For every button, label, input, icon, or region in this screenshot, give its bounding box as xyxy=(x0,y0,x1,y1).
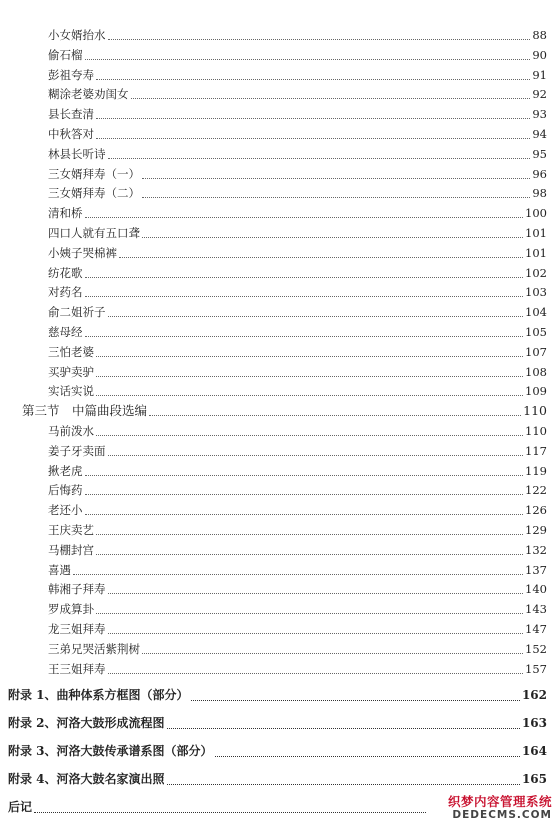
toc-entry-page: 152 xyxy=(525,641,547,656)
toc-entry-title: 糊涂老婆劝闺女 xyxy=(48,87,129,102)
toc-entry-page: 93 xyxy=(532,107,547,122)
toc-entry-title: 老还小 xyxy=(48,503,83,518)
toc-entry-page: 92 xyxy=(532,87,547,102)
toc-entry-title: 慈母经 xyxy=(48,325,83,339)
dot-leader xyxy=(73,573,523,575)
toc-entry-title: 中秋答对 xyxy=(48,127,94,141)
toc-entry-title: 小女婿抬水 xyxy=(48,28,106,42)
dot-leader xyxy=(215,755,520,757)
toc-entry-title: 买驴卖驴 xyxy=(48,364,94,379)
dot-leader xyxy=(108,157,531,159)
dot-leader xyxy=(96,78,530,80)
dot-leader xyxy=(142,177,530,179)
toc-entry[interactable] xyxy=(48,105,547,123)
dedecms-watermark xyxy=(432,794,552,826)
toc-appendix-entry[interactable] xyxy=(8,797,428,817)
dot-leader xyxy=(85,216,524,218)
toc-entry-title: 王三姐拜寿 xyxy=(48,661,106,676)
toc-entry-title: 罗成算卦 xyxy=(48,602,94,617)
toc-entry-page: 165 xyxy=(521,772,547,786)
toc-entry-title: 马棚封宫 xyxy=(48,542,94,557)
toc-entry-title: 三女婿拜寿（二） xyxy=(48,186,140,201)
dot-leader xyxy=(96,117,530,119)
toc-entry-title: 县长查清 xyxy=(48,107,94,122)
dot-leader xyxy=(167,727,520,729)
toc-entry-title: 揪老虎 xyxy=(48,463,83,478)
toc-entry-page: 103 xyxy=(525,285,547,300)
dot-leader xyxy=(85,335,524,337)
dot-leader xyxy=(34,811,426,813)
toc-entry[interactable] xyxy=(48,462,547,480)
toc-entry-page: 119 xyxy=(525,463,547,478)
toc-entry-title: 纺花歌 xyxy=(48,265,83,280)
dot-leader xyxy=(142,652,523,654)
dot-leader xyxy=(108,315,524,317)
toc-entry[interactable] xyxy=(48,165,547,183)
toc-entry-page: 94 xyxy=(532,127,547,141)
toc-section-heading[interactable] xyxy=(22,402,547,420)
toc-entry[interactable] xyxy=(48,46,547,64)
dot-leader xyxy=(96,553,523,555)
toc-entry-page: 108 xyxy=(525,364,547,379)
toc-entry-page: 95 xyxy=(532,146,547,161)
toc-entry-page: 143 xyxy=(525,602,547,617)
toc-entry-title: 俞二姐祈子 xyxy=(48,305,106,320)
toc-entry[interactable] xyxy=(48,382,547,400)
dot-leader xyxy=(119,256,523,258)
toc-entry-page: 98 xyxy=(532,186,547,201)
toc-entry[interactable] xyxy=(48,125,547,143)
toc-entry-title: 三弟兄哭活紫荆树 xyxy=(48,641,140,656)
toc-entry-page: 90 xyxy=(532,47,547,62)
toc-entry[interactable] xyxy=(48,541,547,559)
toc-entry-title: 第三节 中篇曲段选编 xyxy=(22,403,148,419)
dot-leader xyxy=(96,137,530,139)
toc-entry[interactable] xyxy=(48,264,547,282)
dot-leader xyxy=(85,58,531,60)
dot-leader xyxy=(191,699,520,701)
toc-entry[interactable] xyxy=(48,561,547,579)
toc-entry-title: 附录 2、河洛大鼓形成流程图 xyxy=(8,716,165,730)
toc-entry-title: 王庆卖艺 xyxy=(48,523,94,537)
toc-entry[interactable] xyxy=(48,442,547,460)
dot-leader xyxy=(96,434,523,436)
toc-entry[interactable] xyxy=(48,481,547,499)
toc-entry-title: 林县长听诗 xyxy=(48,146,106,161)
toc-entry-page: 137 xyxy=(525,562,547,577)
toc-entry[interactable] xyxy=(48,600,547,618)
dot-leader xyxy=(85,295,524,297)
toc-entry-page: 91 xyxy=(532,67,547,82)
toc-entry-page: 117 xyxy=(525,443,547,458)
dot-leader xyxy=(96,394,523,396)
toc-entry-page: 122 xyxy=(525,483,547,498)
toc-entry[interactable] xyxy=(48,85,547,103)
toc-entry-page: 164 xyxy=(521,744,547,758)
toc-entry-title: 姜子牙卖面 xyxy=(48,443,106,458)
toc-entry-page: 132 xyxy=(525,542,547,557)
toc-entry-title: 喜遇 xyxy=(48,562,71,577)
toc-entry-title: 彭祖夸寿 xyxy=(48,67,94,82)
toc-entry[interactable] xyxy=(48,145,547,163)
toc-entry-page: 162 xyxy=(521,688,547,702)
toc-entry-title: 四口人就有五口聋 xyxy=(48,226,140,240)
dot-leader xyxy=(85,276,524,278)
toc-entry-title: 韩湘子拜寿 xyxy=(48,582,106,597)
dot-leader xyxy=(96,533,523,535)
toc-entry[interactable] xyxy=(48,26,547,44)
toc-entry[interactable] xyxy=(48,343,547,361)
toc-entry[interactable] xyxy=(48,283,547,301)
dot-leader xyxy=(85,513,524,515)
toc-entry-page: 129 xyxy=(525,523,547,537)
toc-entry[interactable] xyxy=(48,640,547,658)
toc-entry-title: 实话实说 xyxy=(48,384,94,399)
dot-leader xyxy=(131,97,531,99)
toc-entry-title: 清和桥 xyxy=(48,206,83,221)
toc-entry-page: 102 xyxy=(525,265,547,280)
dot-leader xyxy=(108,632,524,634)
toc-appendix-entry[interactable] xyxy=(8,713,547,733)
toc-entry[interactable] xyxy=(48,303,547,321)
watermark-main: 织梦内容管理系统 xyxy=(447,794,552,809)
dot-leader xyxy=(108,672,524,674)
toc-entry[interactable] xyxy=(48,323,547,341)
toc-entry-page: 140 xyxy=(525,582,547,597)
dot-leader xyxy=(142,236,523,238)
toc-entry[interactable] xyxy=(48,422,547,440)
toc-appendix-entry[interactable] xyxy=(8,685,547,705)
dot-leader xyxy=(96,375,523,377)
toc-entry[interactable] xyxy=(48,204,547,222)
toc-entry[interactable] xyxy=(48,620,547,638)
toc-entry-title: 后悔药 xyxy=(48,483,83,498)
toc-entry[interactable] xyxy=(48,363,547,381)
dot-leader xyxy=(85,474,524,476)
dot-leader xyxy=(85,493,524,495)
toc-entry-title: 后记 xyxy=(8,800,33,814)
toc-entry-page: 109 xyxy=(525,384,547,399)
toc-entry-page: 101 xyxy=(525,226,547,240)
toc-entry-page: 88 xyxy=(532,28,547,42)
toc-entry-page: 126 xyxy=(525,503,547,518)
toc-entry[interactable] xyxy=(48,224,547,242)
toc-entry-title: 小姨子哭棉裤 xyxy=(48,245,117,260)
dot-leader xyxy=(149,414,521,416)
toc-entry-page: 110 xyxy=(525,424,547,438)
toc-entry-page: 96 xyxy=(532,166,547,181)
toc-appendix-entry[interactable] xyxy=(8,769,547,789)
dot-leader xyxy=(108,592,524,594)
dot-leader xyxy=(96,612,523,614)
toc-entry-title: 马前泼水 xyxy=(48,424,94,438)
toc-entry-page: 101 xyxy=(525,245,547,260)
dot-leader xyxy=(96,355,523,357)
toc-entry-page: 110 xyxy=(523,403,547,419)
toc-entry-page: 100 xyxy=(525,206,547,221)
toc-appendix-entry[interactable] xyxy=(8,741,547,761)
toc-entry-title: 三怕老婆 xyxy=(48,344,94,359)
toc-entry-title: 附录 3、河洛大鼓传承谱系图（部分） xyxy=(8,744,213,758)
toc-entry[interactable] xyxy=(48,184,547,202)
toc-entry-title: 附录 4、河洛大鼓名家演出照 xyxy=(8,772,165,786)
toc-entry-title: 三女婿拜寿（一） xyxy=(48,166,140,181)
toc-entry[interactable] xyxy=(48,501,547,519)
toc-entry[interactable] xyxy=(48,521,547,539)
dot-leader xyxy=(142,196,530,198)
toc-entry-page: 107 xyxy=(525,344,547,359)
toc-entry-page: 147 xyxy=(525,622,547,636)
dot-leader xyxy=(167,783,520,785)
toc-entry-page: 104 xyxy=(525,305,547,320)
toc-entry-page: 157 xyxy=(525,661,547,676)
toc-entry-page: 163 xyxy=(521,716,547,730)
toc-entry[interactable] xyxy=(48,580,547,598)
toc-entry-page: 105 xyxy=(525,325,547,339)
toc-entry[interactable] xyxy=(48,66,547,84)
toc-entry[interactable] xyxy=(48,660,547,678)
dot-leader xyxy=(108,454,524,456)
watermark-sub: DEDECMS.COM xyxy=(452,809,552,821)
toc-entry-title: 对药名 xyxy=(48,285,83,300)
toc-entry-title: 附录 1、曲种体系方框图（部分） xyxy=(8,688,189,702)
toc-entry[interactable] xyxy=(48,244,547,262)
dot-leader xyxy=(108,38,531,40)
toc-entry-title: 偷石榴 xyxy=(48,47,83,62)
toc-entry-title: 龙三姐拜寿 xyxy=(48,622,106,636)
